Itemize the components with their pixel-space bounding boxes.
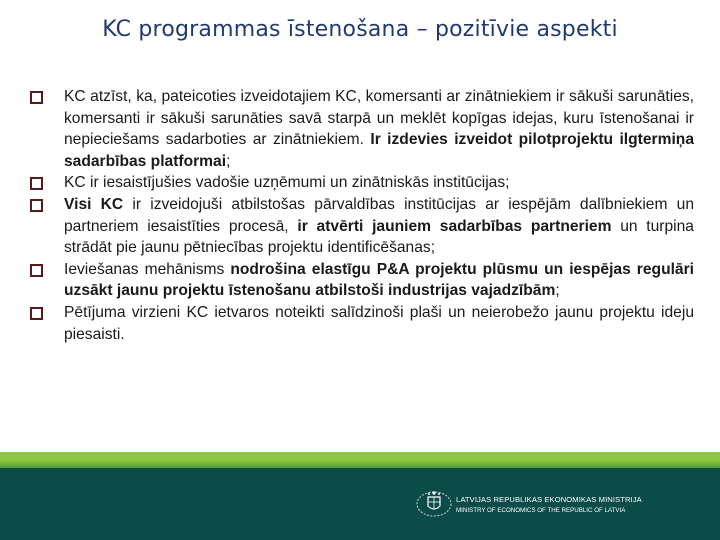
- square-bullet-icon: [30, 177, 43, 190]
- square-bullet-icon: [30, 264, 43, 277]
- bullet-item: [30, 86, 694, 172]
- bullet-text-end: ;: [226, 152, 231, 170]
- bullet-text-end: ;: [555, 282, 560, 300]
- bullet-bold-text: Ir izdevies izveidot pilotprojektu ilgtermiņa sadarbības platformai: [64, 131, 694, 170]
- ministry-name-lv: LATVIJAS REPUBLIKAS EKONOMIKAS MINISTRIJA: [456, 495, 642, 504]
- bullet-bold-lead: Visi KC: [64, 195, 124, 213]
- ministry-name-en: MINISTRY OF ECONOMICS OF THE REPUBLIC OF LATVIA: [456, 507, 626, 514]
- bullet-text: KC atzīst, ka, pateicoties izveidotajiem KC, komersanti ar zinātniekiem ir sākuši sarunāties, komersanti ir sākuši sarunāties savā starpā un meklēt kopīgas idejas, kuru īstenošanai ir nepieciešams sadarboties ar zinātniekiem.: [64, 88, 694, 149]
- coat-of-arms-icon: [414, 488, 454, 518]
- bullet-text: Ieviešanas mehānisms: [64, 260, 231, 278]
- square-bullet-icon: [30, 91, 43, 104]
- bullet-bold-text: ir atvērti jauniem sadarbības partneriem: [297, 217, 612, 235]
- bullet-item: [30, 194, 694, 259]
- bullet-text: ir izveidojuši atbilstošas pārvaldības institūcijas ar iespējām dalībniekiem un partneriem iesaistīties procesā,: [64, 195, 694, 235]
- footer-green-stripe: [0, 452, 720, 468]
- square-bullet-icon: [30, 199, 43, 212]
- bullet-bold-text: nodrošina elastīgu P&A projektu plūsmu un iespējas regulāri uzsākt jaunu projektu īstenošanu atbilstoši industrijas vajadzībām: [64, 260, 695, 300]
- bullet-item: [30, 172, 694, 194]
- square-bullet-icon: [30, 307, 43, 320]
- bullet-list: [30, 86, 694, 345]
- bullet-text: KC ir iesaistījušies vadošie uzņēmumi un zinātniskās institūcijas;: [64, 174, 510, 192]
- bullet-text-end: un turpina strādāt pie jaunu pētniecības projektu identificēšanas;: [64, 217, 694, 257]
- bullet-text: Pētījuma virzieni KC ietvaros noteikti salīdzinoši plaši un neierobežo jaunu projektu ideju piesaisti.: [64, 303, 694, 343]
- bullet-item: [30, 302, 694, 345]
- bullet-item: [30, 259, 694, 302]
- slide-title: KC programmas īstenošana – pozitīvie aspekti: [102, 17, 618, 42]
